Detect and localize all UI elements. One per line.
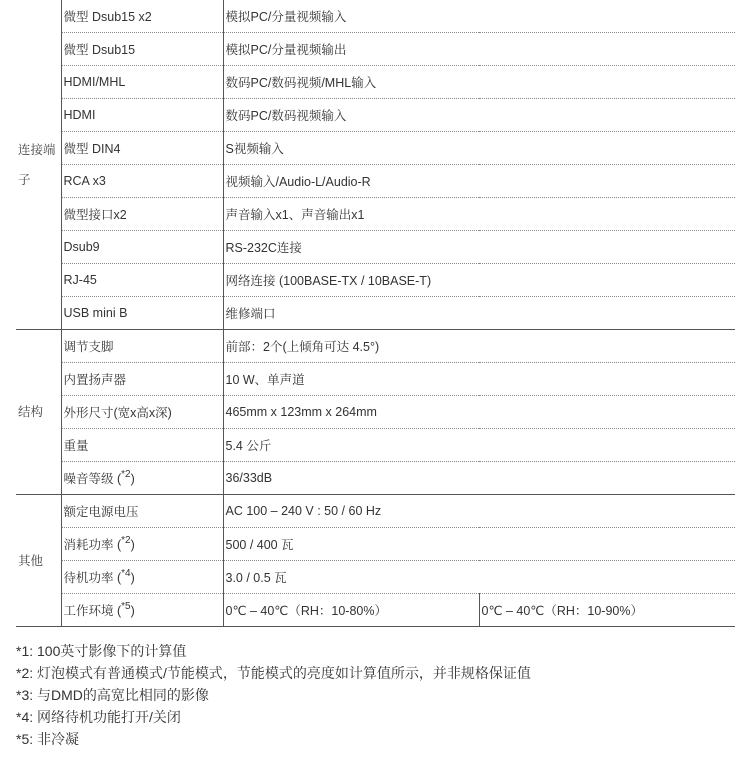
row-name: 消耗功率 ($^{*2}$)	[61, 528, 223, 561]
table-row	[16, 264, 735, 297]
table-row	[16, 462, 735, 495]
group-label-structure: 结构	[16, 330, 61, 495]
row-value: RS-232C连接	[223, 231, 735, 264]
row-value: AC 100 – 240 V : 50 / 60 Hz	[223, 495, 735, 528]
row-name: 外形尺寸(宽x高x深)	[61, 396, 223, 429]
row-value: S视频输入	[223, 132, 735, 165]
row-name: 内置扬声器	[61, 363, 223, 396]
group-label-other: 其他	[16, 495, 61, 627]
row-name: 额定电源电压	[61, 495, 223, 528]
row-value: 模拟PC/分量视频输出	[223, 33, 735, 66]
row-name: HDMI/MHL	[61, 66, 223, 99]
row-name: 微型接口x2	[61, 198, 223, 231]
table-row	[16, 66, 735, 99]
table-row	[16, 594, 735, 627]
row-name: 工作环境 ($^{*5}$)	[61, 594, 223, 627]
row-value: 3.0 / 0.5 瓦	[223, 561, 735, 594]
row-name: USB mini B	[61, 297, 223, 330]
row-value: 465mm x 123mm x 264mm	[223, 396, 735, 429]
row-value: 维修端口	[223, 297, 735, 330]
footnote: *2: 灯泡模式有普通模式/节能模式，节能模式的亮度如计算值所示，并非规格保证值	[16, 665, 531, 681]
table-row	[16, 165, 735, 198]
row-value-2: 0℃ – 40℃（RH：10-90%）	[479, 594, 735, 627]
row-value: 5.4 公斤	[223, 429, 735, 462]
footnotes	[16, 640, 531, 750]
footnote: *3: 与DMD的高宽比相同的影像	[16, 687, 209, 703]
row-value: 视频输入/Audio-L/Audio-R	[223, 165, 735, 198]
table-row	[16, 231, 735, 264]
group-label-connectors: 连接端子	[16, 0, 61, 330]
table-row	[16, 561, 735, 594]
row-value: 模拟PC/分量视频输入	[223, 0, 735, 33]
row-value: 前部：2个(上倾角可达 4.5°)	[223, 330, 735, 363]
row-name: RJ-45	[61, 264, 223, 297]
row-name: HDMI	[61, 99, 223, 132]
row-value: 声音输入x1、声音输出x1	[223, 198, 735, 231]
table-row	[16, 99, 735, 132]
table-row	[16, 198, 735, 231]
row-name: 调节支脚	[61, 330, 223, 363]
table-row	[16, 33, 735, 66]
table-row	[16, 132, 735, 165]
row-name: 微型 Dsub15	[61, 33, 223, 66]
row-value: 36/33dB	[223, 462, 735, 495]
table-row	[16, 363, 735, 396]
row-name: RCA x3	[61, 165, 223, 198]
row-name: 微型 DIN4	[61, 132, 223, 165]
row-name: 噪音等级 ($^{*2}$)	[61, 462, 223, 495]
row-value: 数码PC/数码视频输入	[223, 99, 735, 132]
row-value: 500 / 400 瓦	[223, 528, 735, 561]
row-value: 网络连接 (100BASE-TX / 10BASE-T)	[223, 264, 735, 297]
footnote: *1: 100英寸影像下的计算值	[16, 643, 187, 659]
spec-table	[16, 0, 735, 627]
table-row	[16, 0, 735, 33]
row-name: Dsub9	[61, 231, 223, 264]
table-row	[16, 429, 735, 462]
row-value: 10 W、单声道	[223, 363, 735, 396]
table-row	[16, 528, 735, 561]
footnote: *5: 非冷凝	[16, 731, 80, 747]
footnote: *4: 网络待机功能打开/关闭	[16, 709, 181, 725]
table-row	[16, 495, 735, 528]
row-value: 0℃ – 40℃（RH：10-80%）	[223, 594, 479, 627]
row-name: 待机功率 ($^{*4}$)	[61, 561, 223, 594]
table-row	[16, 396, 735, 429]
row-value: 数码PC/数码视频/MHL输入	[223, 66, 735, 99]
row-name: 微型 Dsub15 x2	[61, 0, 223, 33]
table-row	[16, 330, 735, 363]
table-row	[16, 297, 735, 330]
row-name: 重量	[61, 429, 223, 462]
